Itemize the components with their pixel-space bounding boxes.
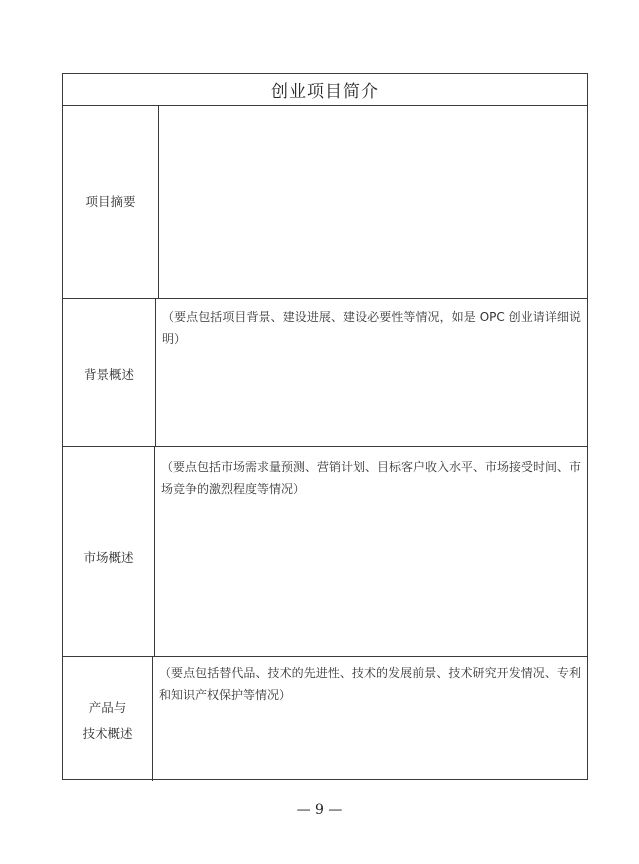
label-cell-market-overview	[63, 447, 155, 656]
hint-background-overview: （要点包括项目背景、建设进展、建设必要性等情况，如是 OPC 创业请详细说明）	[162, 310, 581, 346]
hint-product-technology-overview: （要点包括替代品、技术的先进性、技术的发展前景、技术研究开发情况、专利和知识产权保护等情况）	[159, 666, 581, 702]
row-product-technology-overview	[63, 657, 587, 781]
row-market-overview	[63, 447, 587, 657]
label-cell-product-technology-overview	[63, 657, 153, 781]
label-cell-background-overview	[63, 299, 156, 446]
content-market-overview[interactable]	[155, 447, 587, 656]
label-product-technology-line2: 技术概述	[82, 726, 133, 741]
project-summary-form	[62, 73, 588, 780]
label-project-abstract: 项目摘要	[85, 194, 136, 209]
page-number: — 9 —	[296, 802, 343, 818]
hint-market-overview: （要点包括市场需求量预测、营销计划、目标客户收入水平、市场接受时间、市场竞争的激烈程度等情况）	[161, 460, 582, 496]
form-title: 创业项目简介	[63, 74, 587, 106]
label-product-technology-line1: 产品与	[88, 700, 127, 715]
label-background-overview: 背景概述	[83, 367, 134, 382]
row-project-abstract	[63, 105, 587, 299]
label-market-overview: 市场概述	[83, 550, 134, 565]
label-cell-project-abstract	[63, 105, 159, 298]
content-product-technology-overview[interactable]	[153, 657, 587, 781]
content-background-overview[interactable]	[156, 299, 587, 446]
content-project-abstract[interactable]	[159, 105, 587, 298]
row-background-overview	[63, 299, 587, 447]
